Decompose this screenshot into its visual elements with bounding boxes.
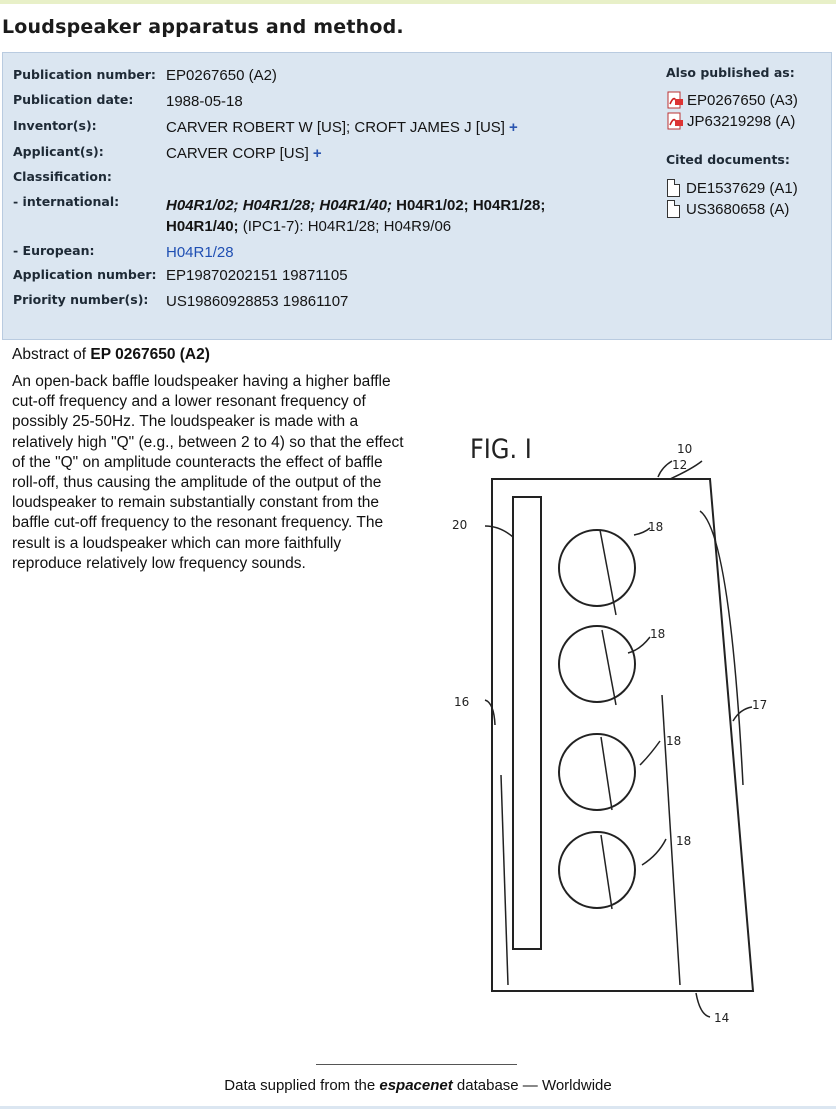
driver-circle: [559, 832, 635, 908]
priority-number-value: US19860928853 19861107: [166, 293, 349, 310]
abstract-heading: [12, 346, 210, 364]
ref-label-18d: 18: [676, 834, 692, 848]
cited-document-item[interactable]: [667, 200, 789, 218]
international-label: - international:: [13, 194, 120, 209]
cited-document-label: US3680658 (A): [686, 200, 790, 218]
top-border: [0, 0, 836, 4]
driver-circle: [559, 530, 635, 606]
footer-before: Data supplied from the: [224, 1077, 380, 1094]
footer-divider: [316, 1064, 517, 1065]
pdf-icon: [667, 91, 684, 110]
ref-label-16: 16: [454, 695, 470, 709]
cited-document-item[interactable]: [667, 179, 798, 197]
also-published-heading: Also published as:: [666, 65, 795, 80]
figure-title: FIG. I: [470, 433, 532, 465]
priority-number-label: Priority number(s):: [13, 292, 149, 307]
publication-date-label: Publication date:: [13, 92, 134, 107]
ref-label-18c: 18: [666, 734, 682, 748]
publication-date-value: 1988-05-18: [166, 93, 243, 110]
applicants-field: [166, 143, 322, 164]
international-primary-codes: H04R1/02; H04R1/28; H04R1/40;: [166, 197, 392, 214]
international-value: [166, 195, 616, 237]
applicants-value: CARVER CORP [US]: [166, 145, 309, 162]
international-ipc: (IPC1-7): H04R1/28; H04R9/06: [242, 218, 452, 235]
footer-credit: [0, 1077, 836, 1094]
vent-port: [513, 497, 541, 949]
bibliographic-panel: [2, 52, 832, 340]
also-published-item[interactable]: [667, 91, 798, 110]
abstract-prefix: Abstract of: [12, 346, 91, 363]
inventors-more-button[interactable]: +: [508, 119, 518, 136]
also-published-label: EP0267650 (A3): [687, 92, 798, 109]
ref-label-10: 10: [677, 442, 693, 456]
classification-label: Classification:: [13, 169, 112, 184]
pdf-icon: [667, 112, 684, 131]
driver-circle: [559, 626, 635, 702]
international-line2-bold: H04R1/40;: [166, 218, 239, 235]
inventors-label: Inventor(s):: [13, 118, 97, 133]
patent-figure: [440, 425, 780, 1035]
footer-after: database — Worldwide: [452, 1077, 612, 1094]
application-number-value: EP19870202151 19871105: [166, 267, 348, 284]
footer-database-name: espacenet: [379, 1077, 453, 1094]
application-number-label: Application number:: [13, 267, 157, 282]
ref-label-18a: 18: [648, 520, 664, 534]
ref-label-18b: 18: [650, 627, 666, 641]
international-secondary-codes: H04R1/02; H04R1/28;: [396, 197, 546, 214]
european-class-link[interactable]: H04R1/28: [166, 244, 234, 261]
page-title: Loudspeaker apparatus and method.: [2, 16, 404, 38]
cited-document-label: DE1537629 (A1): [686, 179, 798, 197]
inventors-field: [166, 117, 518, 138]
document-icon: [667, 200, 680, 218]
applicants-more-button[interactable]: +: [312, 145, 322, 162]
publication-number-label: Publication number:: [13, 67, 156, 82]
applicants-label: Applicant(s):: [13, 144, 104, 159]
inventors-value: CARVER ROBERT W [US]; CROFT JAMES J [US]: [166, 119, 505, 136]
ref-label-20: 20: [452, 518, 468, 532]
ref-label-14: 14: [714, 1011, 730, 1025]
speaker-cabinet-outline: [492, 479, 753, 991]
driver-circle: [559, 734, 635, 810]
ref-label-12: 12: [672, 458, 688, 472]
also-published-label: JP63219298 (A): [687, 113, 796, 130]
abstract-text: An open-back baffle loudspeaker having a higher baffle cut-off frequency and a lower resonant frequency of possibly 25-50Hz. The loudspeaker is made with a relatively high "Q" (e.g., between 2 to 4) so that the effect of the "Q" on amplitude counteracts the effect of baffle roll-off, thus causing the amplitude of the output of the loudspeaker to remain substantially constant from the baffle cut-off frequency to the resonant frequency. The result is a loudspeaker which can more faithfully reproduce relatively low frequency sounds.: [12, 373, 404, 572]
also-published-item[interactable]: [667, 112, 795, 131]
european-label: - European:: [13, 243, 95, 258]
ref-label-17: 17: [752, 698, 768, 712]
abstract-number: EP 0267650 (A2): [90, 346, 210, 363]
publication-number-value: EP0267650 (A2): [166, 67, 277, 84]
document-icon: [667, 179, 680, 197]
cited-documents-heading: Cited documents:: [666, 152, 790, 167]
